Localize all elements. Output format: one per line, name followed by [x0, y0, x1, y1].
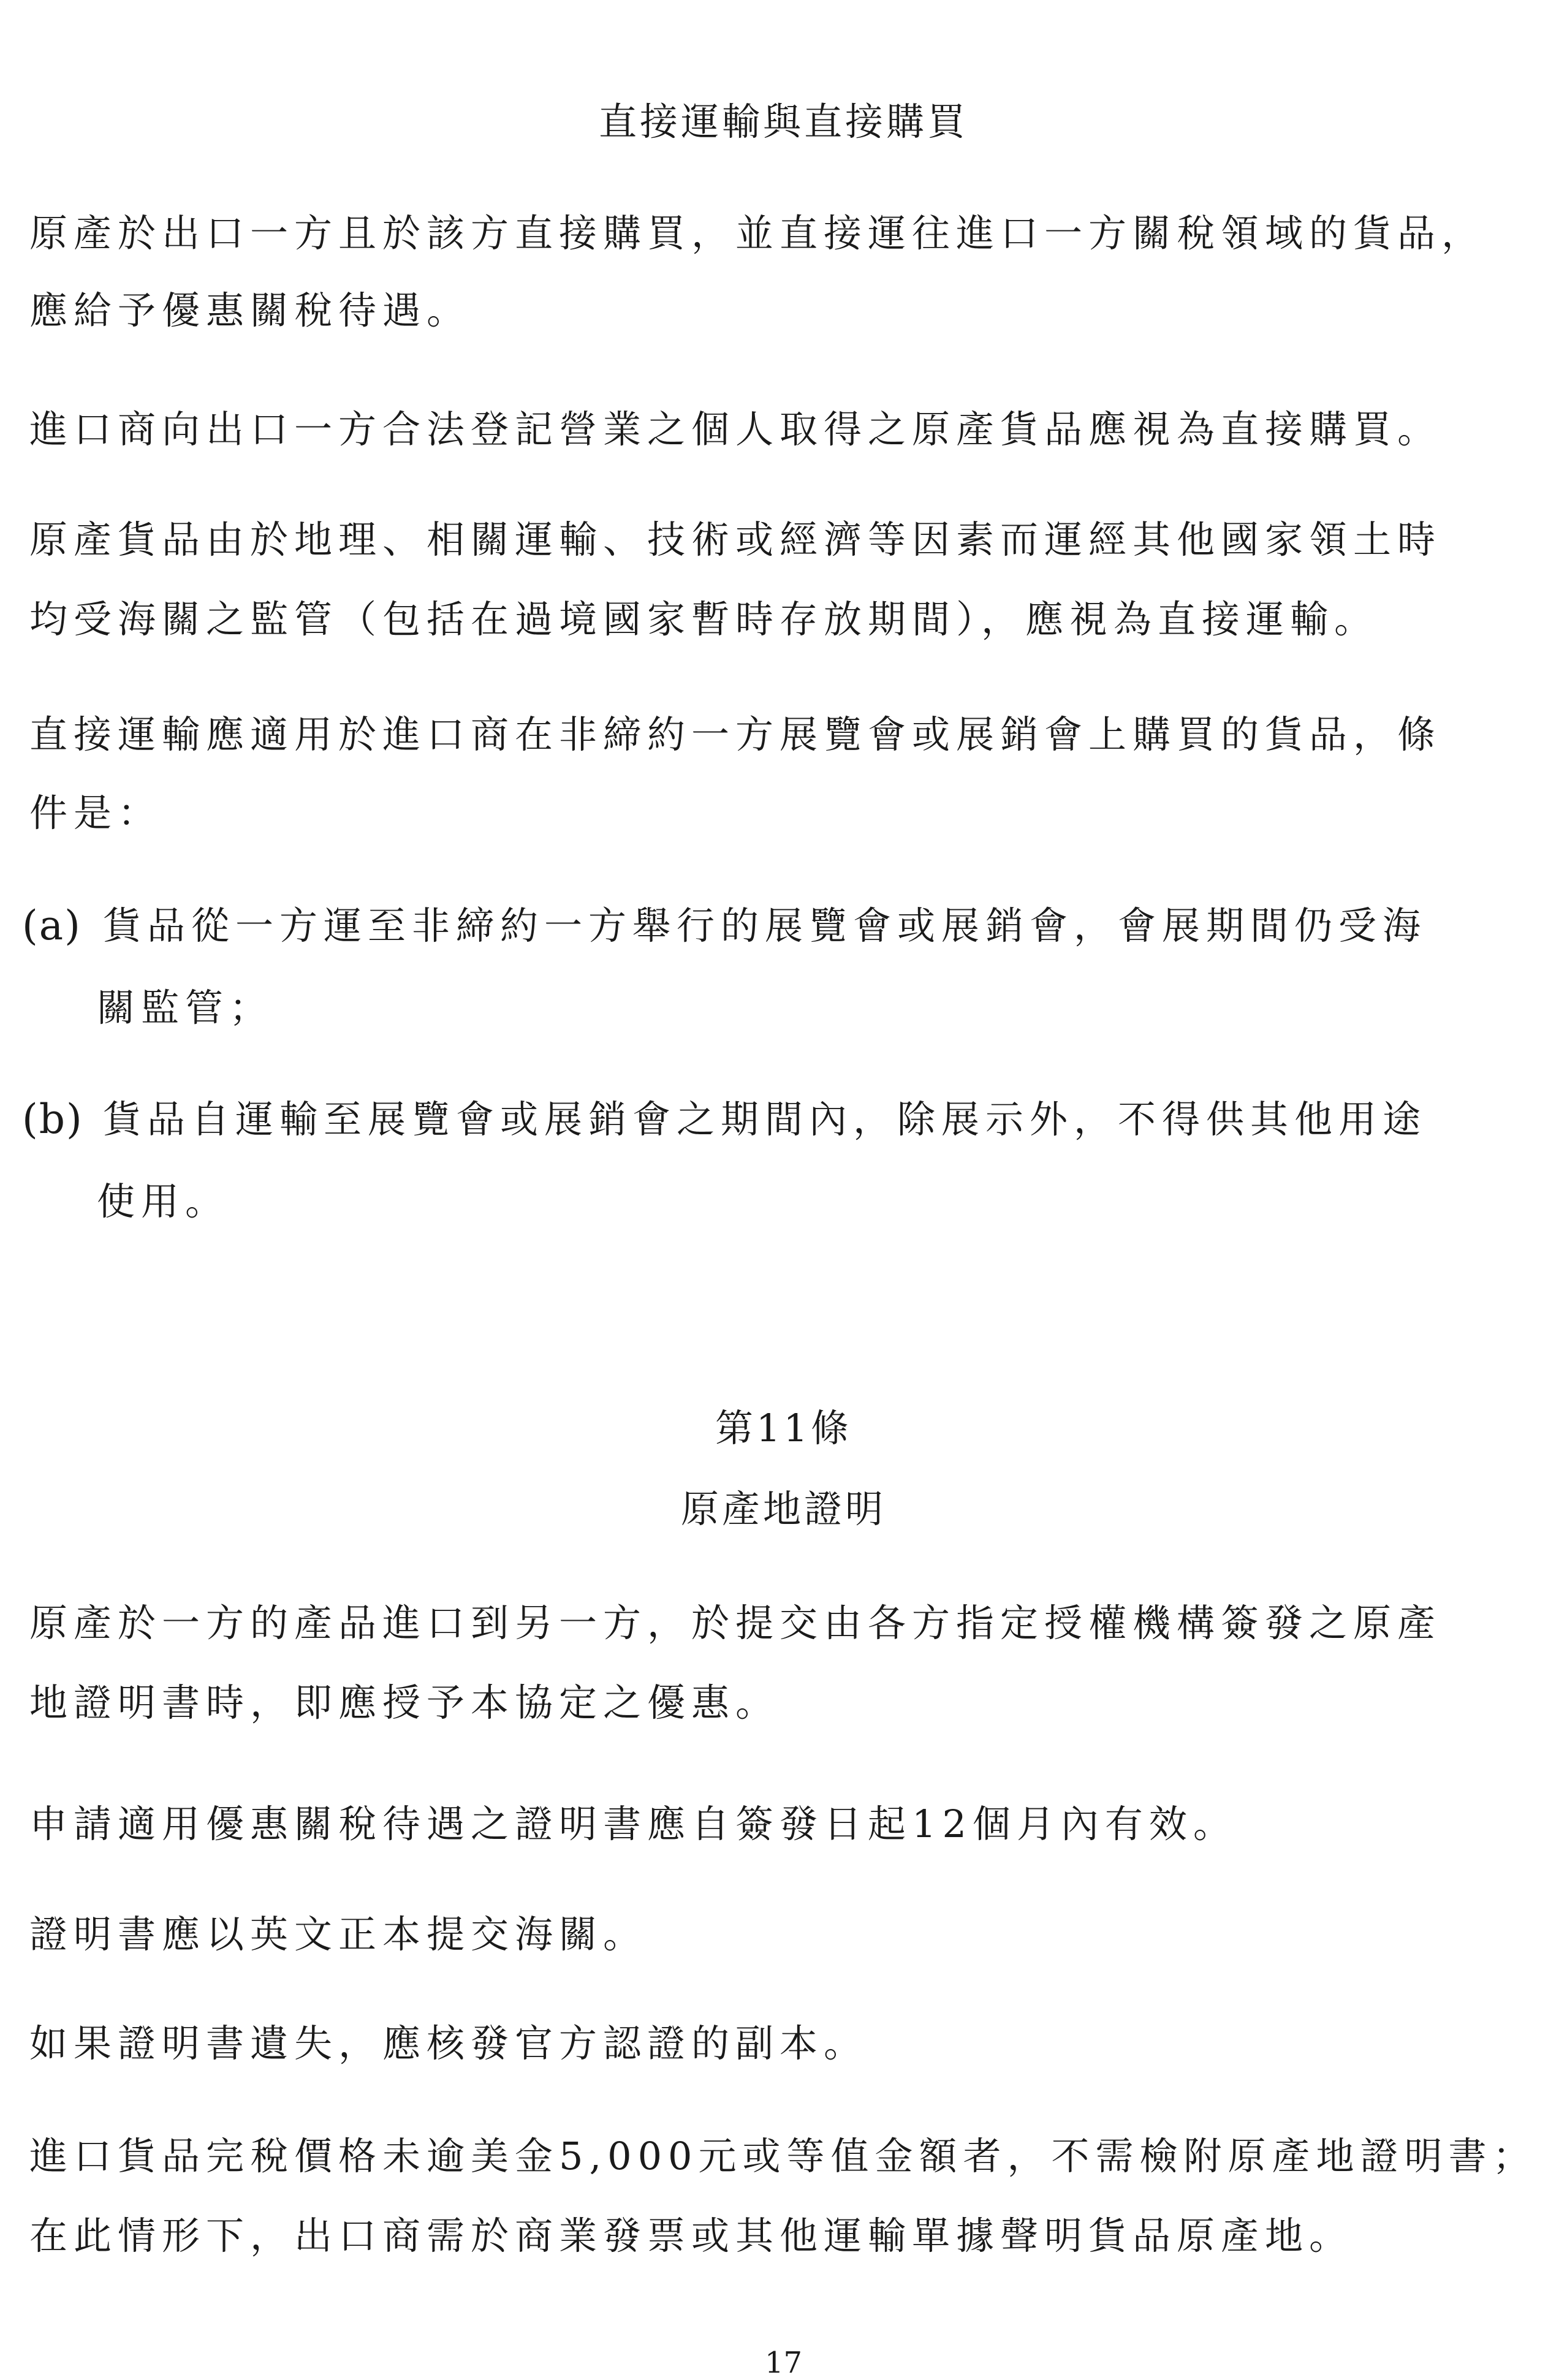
- paragraph-lost-certificate: [29, 2021, 1543, 2066]
- paragraph-line: 原產於一方的產品進口到另一方，於提交由各方指定授權機構簽發之原產: [29, 1601, 1442, 1645]
- paragraph-line: 申請適用優惠關稅待遇之證明書應自簽發日起12個月內有效。: [29, 1802, 1237, 1846]
- list-item-a-line2: 關監管；: [97, 985, 274, 1030]
- paragraph-low-value-exemption: [29, 2134, 1543, 2258]
- paragraph-english-original: [29, 1912, 1543, 1957]
- paragraph-exhibition: [29, 712, 1543, 835]
- paragraph-line: 直接運輸應適用於進口商在非締約一方展覽會或展銷會上購買的貨品，條: [29, 712, 1442, 757]
- paragraph-validity: [29, 1802, 1543, 1846]
- paragraph-line: 地證明書時，即應授予本協定之優惠。: [29, 1680, 780, 1725]
- page-number: 17: [764, 2346, 803, 2380]
- paragraph-certificate-origin: [29, 1601, 1543, 1725]
- paragraph-line: 均受海關之監管（包括在過境國家暫時存放期間），應視為直接運輸。: [29, 597, 1379, 642]
- list-item-marker-a: (a): [22, 902, 82, 949]
- paragraph-line: 原產於出口一方且於該方直接購買，並直接運往進口一方關稅領域的貨品，: [29, 211, 1486, 256]
- paragraph-line: 在此情形下，出口商需於商業發票或其他運輸單據聲明貨品原產地。: [29, 2213, 1354, 2258]
- list-item-marker-b: (b): [22, 1096, 83, 1143]
- paragraph-line: 原產貨品由於地理、相關運輸、技術或經濟等因素而運經其他國家領土時: [29, 517, 1442, 562]
- paragraph-transit-transport: [29, 517, 1543, 642]
- paragraph-line: 應給予優惠關稅待遇。: [29, 288, 471, 333]
- paragraph-line: 件是：: [29, 790, 162, 835]
- paragraph-importer-purchase: [29, 407, 1543, 452]
- paragraph-line: 證明書應以英文正本提交海關。: [29, 1912, 648, 1957]
- paragraph-direct-purchase: [29, 211, 1543, 333]
- paragraph-line: 進口商向出口一方合法登記營業之個人取得之原產貨品應視為直接購買。: [29, 407, 1442, 452]
- article-title: 原產地證明: [680, 1487, 886, 1531]
- article-number: 第11條: [715, 1406, 852, 1450]
- list-item-a-line1: 貨品從一方運至非締約一方舉行的展覽會或展銷會，會展期間仍受海: [103, 903, 1427, 948]
- section-heading-direct-transport: 直接運輸與直接購買: [598, 99, 968, 144]
- list-item-b-line1: 貨品自運輸至展覽會或展銷會之期間內，除展示外，不得供其他用途: [103, 1097, 1427, 1142]
- list-item-b-line2: 使用。: [97, 1179, 230, 1224]
- paragraph-line: 如果證明書遺失，應核發官方認證的副本。: [29, 2021, 868, 2066]
- paragraph-line: 進口貨品完稅價格未逾美金5,000元或等值金額者，不需檢附原產地證明書；: [29, 2134, 1537, 2178]
